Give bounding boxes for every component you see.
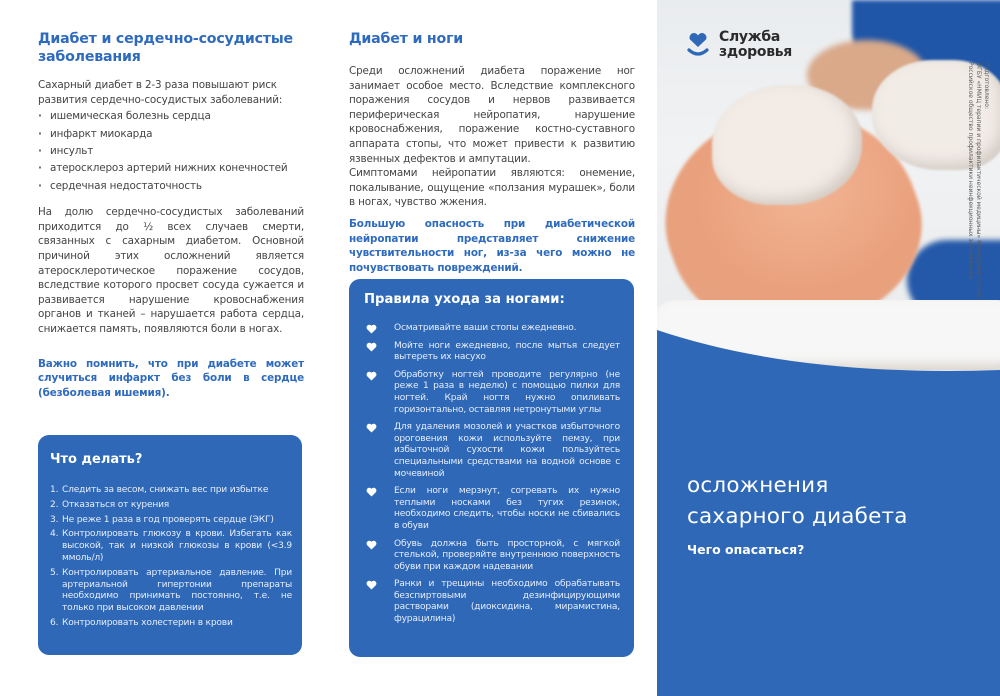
list-item: 5. Контролировать артериальное давление. При артериальной гипертонии препараты необходимо принимать постоянно, т.е. не только при высоком давлении (50, 567, 292, 614)
cover-subtitle: Чего опасаться? (687, 542, 805, 557)
risk-item: · атеросклероз артерий нижних конечностей (38, 160, 304, 177)
heart-icon (366, 371, 377, 381)
foot-care-box (349, 279, 634, 657)
what-to-do-list (50, 485, 292, 630)
what-to-do-title: Что делать? (50, 452, 143, 467)
danger-note: Большую опасность при диабетической нейропатии представляет снижение чувствительности ног, из-за чего можно не почувствовать повреждений. (349, 217, 635, 274)
heart-icon (366, 580, 377, 590)
risk-item: · инфаркт миокарда (38, 126, 304, 143)
list-item: 1. Следить за весом, снижать вес при избытке (50, 485, 269, 495)
list-item: 3. Не реже 1 раза в год проверять сердце (ЭКГ) (50, 514, 274, 525)
feet-paragraph: Среди осложнений диабета поражение ног занимает особое место. Вследствие комплексного поражения сосудов и нервов развивается периферическая нейропатия, нарушение кровоснабжения, поражение костно-суставного аппарата стопы, что может привести к развитию язвенных дефектов и ампутации. (349, 65, 635, 165)
section-title-feet: Диабет и ноги (349, 31, 464, 47)
logo-line1: Служба (719, 29, 781, 45)
intro-text: Сахарный диабет в 2-3 раза повышают риск развития сердечно-сосудистых заболеваний: (38, 79, 283, 106)
heart-icon (366, 540, 377, 550)
heart-icon (366, 342, 377, 352)
risk-item: · инсульт (38, 143, 304, 160)
cover-panel (657, 0, 1000, 696)
list-item: Ранки и трещины необходимо обрабатывать безспиртовыми дезинфицирующими растворами (диоксидина, мирамистина, фурацилина) (364, 579, 620, 625)
risk-item: · ишемическая болезнь сердца (38, 108, 304, 125)
middle-column (349, 0, 635, 275)
wave-divider (657, 300, 1000, 420)
important-note: Важно помнить, что при диабете может случиться инфаркт без боли в сердце (безболевая ишемия). (38, 357, 304, 399)
heart-icon (366, 423, 377, 433)
list-item: Если ноги мерзнут, согревать их нужно теплыми носками без тугих резинок, необходимо следить, чтобы носки не сбивались в обуви (364, 486, 620, 532)
what-to-do-box (38, 435, 302, 655)
heart-smile-icon (687, 32, 709, 58)
list-item: Для удаления мозолей и участков избыточного ороговения кожи используйте пемзу, при избыточной сухости кожи пользуйтесь специальными средствами на водной основе с мочевиной (364, 422, 620, 480)
list-item: 2. Отказаться от курения (50, 499, 170, 510)
risk-item: · сердечная недостаточность (38, 178, 304, 195)
foot-care-title: Правила ухода за ногами: (364, 292, 565, 307)
list-item: 4. Контролировать глюкозу в крови. Избегать как высокой, так и низкой глюкозы в крови (<3.9 ммоль/л) (50, 529, 292, 563)
cover-title: осложнения сахарного диабета (687, 473, 908, 529)
logo (687, 30, 792, 60)
risk-list (38, 108, 304, 195)
list-item: Осматривайте ваши стопы ежедневно. (364, 323, 620, 335)
prepared-by-note: Подготовлено: ФГБУ «НМИЦ терапии и профилактической медицины» Минздрава России Российское общество профилактики неинфекционных заболеваний (967, 62, 990, 299)
list-item: 6. Контролировать холестерин в крови (50, 617, 233, 628)
list-item: Обработку ногтей проводите регулярно (не реже 1 раза в неделю) с помощью пилки для ногтей. Край ногтя нужно опиливать горизонтально, оставляя нетронутыми углы (364, 370, 620, 416)
heart-icon (366, 324, 377, 334)
left-column (38, 0, 304, 400)
list-item: Мойте ноги ежедневно, после мытья следует вытереть их насухо (364, 341, 620, 364)
symptoms-paragraph: Симптомами нейропатии являются: онемение, покалывание, ощущение «ползания мурашек», боли в ногах, чувство жжения. (349, 167, 635, 209)
foot-care-list (364, 323, 620, 626)
cvd-paragraph: На долю сердечно-сосудистых заболеваний приходится до ½ всех случаев смерти, связанных с сахарным диабетом. Основной причиной этих осложнений является атеросклеротическое поражение сосудов, вследствие которого просвет сосуда сужается и развивается нарушение кровоснабжения органов и тканей – нарушается работа сердца, снижается память, появляются боли в ногах. (38, 206, 304, 335)
heart-icon (366, 487, 377, 497)
logo-line2: здоровья (719, 44, 793, 60)
list-item: Обувь должна быть просторной, с мягкой стелькой, проверяйте внутреннюю поверхность обуви при каждом надевании (364, 539, 620, 574)
section-title-heart: Диабет и сердечно-сосудистые заболевания (38, 31, 293, 65)
